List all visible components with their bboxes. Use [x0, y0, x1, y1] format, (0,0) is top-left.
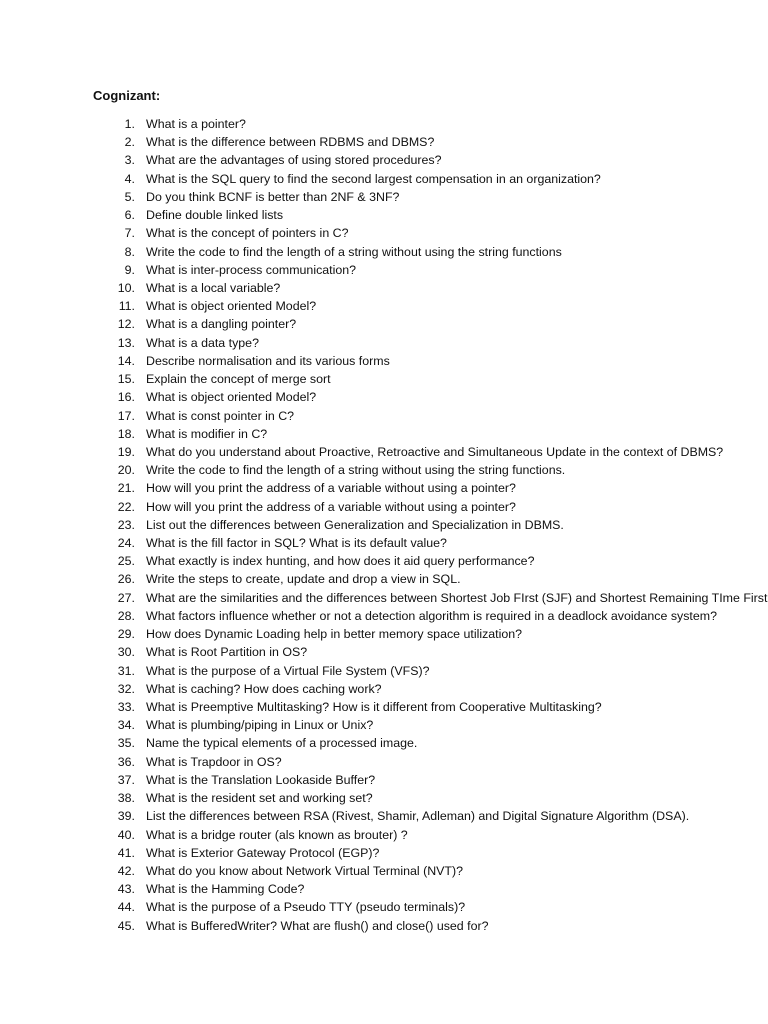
question-item: [0, 516, 768, 534]
question-item: [0, 698, 768, 716]
question-text: What is caching? How does caching work?: [146, 681, 382, 696]
question-text: What is the resident set and working set?: [146, 791, 373, 806]
question-item: [0, 734, 768, 752]
question-item: [0, 826, 768, 844]
question-number: 38.: [117, 791, 135, 806]
question-number: 33.: [117, 700, 135, 714]
question-item: [0, 261, 768, 279]
question-item: [0, 407, 768, 425]
question-item: [0, 479, 768, 497]
question-number: 42.: [117, 863, 135, 878]
question-item: [0, 753, 768, 771]
question-item: [0, 443, 768, 461]
question-text: What is the concept of pointers in C?: [146, 226, 349, 241]
document-heading: Cognizant:: [93, 88, 161, 103]
question-number: 31.: [117, 663, 135, 678]
question-text: What is plumbing/piping in Linux or Unix?: [146, 718, 374, 733]
question-item: [0, 133, 768, 151]
question-number: 6.: [124, 208, 135, 223]
question-number: 13.: [117, 335, 135, 350]
question-number: 18.: [117, 426, 135, 441]
question-item: [0, 716, 768, 734]
question-item: [0, 388, 768, 406]
question-text: What do you know about Network Virtual Terminal (NVT)?: [146, 863, 464, 878]
question-text: What is object oriented Model?: [146, 390, 317, 405]
question-number: 24.: [117, 536, 135, 551]
question-number: 41.: [117, 845, 135, 860]
question-item: [0, 680, 768, 698]
question-text: Write the steps to create, update and drop a view in SQL.: [146, 572, 461, 587]
question-item: [0, 279, 768, 297]
question-text: What factors influence whether or not a detection algorithm is required in a deadlock avoidance system?: [146, 608, 717, 623]
question-text: What is object oriented Model?: [146, 299, 317, 314]
question-number: 3.: [124, 153, 135, 168]
question-number: 11.: [118, 299, 135, 314]
question-text: Describe normalisation and its various forms: [146, 353, 390, 368]
question-number: 5.: [124, 189, 135, 204]
question-number: 34.: [117, 718, 135, 733]
question-text: What are the advantages of using stored procedures?: [146, 153, 442, 168]
question-text: What is inter-process communication?: [146, 262, 357, 277]
question-item: [0, 370, 768, 388]
question-item: [0, 115, 768, 133]
question-text: What is const pointer in C?: [146, 408, 295, 423]
question-number: 36.: [117, 754, 135, 769]
question-text: What are the similarities and the differences between Shortest Job FIrst (SJF) and Shortest Remaining TIme First: [146, 590, 768, 605]
question-number: 8.: [124, 244, 135, 259]
question-item: [0, 589, 768, 607]
question-item: [0, 771, 768, 789]
question-text: What is a data type?: [146, 335, 259, 350]
question-number: 4.: [124, 171, 135, 186]
question-text: What is modifier in C?: [146, 426, 268, 441]
question-text: What is Root Partition in OS?: [146, 645, 308, 660]
question-number: 10.: [117, 280, 135, 295]
question-item: [0, 807, 768, 825]
question-text: Do you think BCNF is better than 2NF & 3NF?: [146, 189, 400, 204]
question-item: [0, 643, 768, 661]
question-number: 14.: [117, 353, 135, 368]
question-item: [0, 662, 768, 680]
question-number: 26.: [117, 572, 135, 587]
question-number: 37.: [117, 772, 135, 787]
question-item: [0, 206, 768, 224]
question-item: [0, 425, 768, 443]
question-number: 25.: [117, 554, 135, 569]
question-number: 23.: [117, 517, 135, 532]
question-item: [0, 170, 768, 188]
question-number: 19.: [117, 444, 135, 459]
question-item: [0, 151, 768, 169]
question-number: 29.: [117, 627, 135, 642]
question-item: [0, 334, 768, 352]
question-item: [0, 461, 768, 479]
question-item: [0, 570, 768, 588]
question-text: What is the SQL query to find the second largest compensation in an organization?: [146, 171, 601, 186]
question-item: [0, 862, 768, 880]
question-number: 12.: [117, 317, 135, 332]
question-item: [0, 552, 768, 570]
question-number: 16.: [117, 390, 135, 405]
question-number: 27.: [117, 590, 135, 605]
question-item: [0, 607, 768, 625]
question-item: [0, 898, 768, 916]
question-number: 2.: [124, 135, 135, 150]
question-text: What is Preemptive Multitasking? How is it different from Cooperative Multitasking?: [146, 700, 602, 714]
question-text: How does Dynamic Loading help in better memory space utilization?: [146, 627, 523, 642]
question-number: 20.: [117, 463, 135, 478]
question-number: 7.: [124, 226, 135, 241]
question-text: What is the Translation Lookaside Buffer?: [146, 772, 376, 787]
question-item: [0, 315, 768, 333]
question-number: 15.: [117, 372, 135, 387]
question-text: What is a bridge router (als known as brouter) ?: [146, 827, 408, 842]
question-text: What is the difference between RDBMS and DBMS?: [146, 135, 435, 150]
question-item: [0, 534, 768, 552]
question-text: What is the fill factor in SQL? What is its default value?: [146, 536, 447, 551]
question-text: What is the purpose of a Pseudo TTY (pseudo terminals)?: [146, 900, 466, 915]
question-text: Explain the concept of merge sort: [146, 372, 331, 387]
question-item: [0, 498, 768, 516]
question-text: What is a dangling pointer?: [146, 317, 297, 332]
question-text: List out the differences between Generalization and Specialization in DBMS.: [146, 517, 564, 532]
question-item: [0, 880, 768, 898]
question-number: 32.: [117, 681, 135, 696]
question-item: [0, 789, 768, 807]
question-text: What is the purpose of a Virtual File System (VFS)?: [146, 663, 430, 678]
question-text: What is Trapdoor in OS?: [146, 754, 282, 769]
question-number: 1.: [124, 117, 135, 131]
question-text: What is Exterior Gateway Protocol (EGP)?: [146, 845, 380, 860]
question-number: 22.: [117, 499, 135, 514]
question-item: [0, 625, 768, 643]
question-item: [0, 188, 768, 206]
question-text: Name the typical elements of a processed image.: [146, 736, 418, 751]
question-number: 40.: [117, 827, 135, 842]
question-item: [0, 917, 768, 935]
question-item: [0, 297, 768, 315]
question-text: What do you understand about Proactive, Retroactive and Simultaneous Update in the context of DBMS?: [146, 444, 724, 459]
question-number: 35.: [117, 736, 135, 751]
question-text: Write the code to find the length of a string without using the string functions: [146, 244, 562, 259]
question-number: 43.: [117, 882, 135, 897]
question-text: Write the code to find the length of a string without using the string functions.: [146, 463, 566, 478]
question-text: How will you print the address of a variable without using a pointer?: [146, 481, 516, 496]
question-list: [0, 115, 768, 935]
question-number: 30.: [117, 645, 135, 660]
question-number: 44.: [117, 900, 135, 915]
question-number: 17.: [117, 408, 135, 423]
question-number: 39.: [117, 809, 135, 824]
question-text: Define double linked lists: [146, 208, 284, 223]
question-text: What is a local variable?: [146, 280, 281, 295]
question-text: What is BufferedWriter? What are flush() and close() used for?: [146, 918, 489, 933]
question-text: How will you print the address of a variable without using a pointer?: [146, 499, 516, 514]
question-number: 9.: [124, 262, 135, 277]
question-text: What is a pointer?: [146, 117, 246, 131]
question-text: What exactly is index hunting, and how does it aid query performance?: [146, 554, 535, 569]
question-number: 45.: [117, 918, 135, 933]
question-number: 21.: [117, 481, 135, 496]
question-item: [0, 243, 768, 261]
question-text: What is the Hamming Code?: [146, 882, 305, 897]
question-text: List the differences between RSA (Rivest, Shamir, Adleman) and Digital Signature Algorithm (DSA).: [146, 809, 690, 824]
question-item: [0, 224, 768, 242]
question-item: [0, 844, 768, 862]
question-number: 28.: [117, 608, 135, 623]
question-item: [0, 352, 768, 370]
